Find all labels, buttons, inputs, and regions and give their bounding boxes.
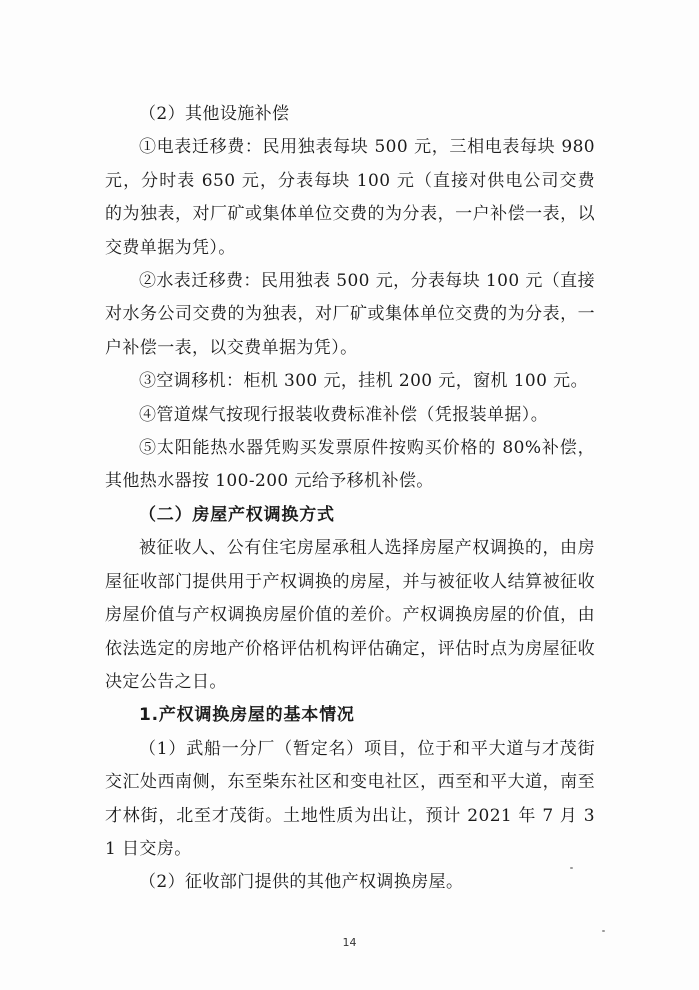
document-body — [105, 98, 595, 900]
paragraph-water-meter: ②水表迁移费：民用独表 500 元，分表每块 100 元（直接对水务公司交费的为独表，对厂矿或集体单位交费的为分表，一户补偿一表，以交费单据为凭）。 — [105, 271, 595, 358]
paragraph-gas-pipeline: ④管道煤气按现行报装收费标准补偿（凭报装单据）。 — [139, 404, 549, 425]
paragraph-electric-meter: ①电表迁移费：民用独表每块 500 元，三相电表每块 980 元，分时表 650 元，分表每块 100 元（直接对供电公司交费的为独表，对厂矿或集体单位交费的为分表，一户补偿一表，以交费单据为凭）。 — [105, 137, 595, 258]
subsection-heading-other-facilities: （2）其他设施补偿 — [139, 104, 290, 124]
page-number: 14 — [342, 936, 357, 949]
subsection-heading-basic-info: 1.产权调换房屋的基本情况 — [139, 705, 355, 726]
paragraph-water-heater: ⑤太阳能热水器凭购买发票原件按购买价格的 80%补偿，其他热水器按 100-200 元给予移机补偿。 — [105, 438, 595, 492]
paragraph-property-exchange-method: 被征收人、公有住宅房屋承租人选择房屋产权调换的，由房屋征收部门提供用于产权调换的房屋，并与被征收人结算被征收房屋价值与产权调换房屋价值的差价。产权调换房屋的价值，由依法选定的房地产价格评估机构评估确定，评估时点为房屋征收决定公告之日。 — [105, 538, 595, 692]
paragraph-wuchuan-project: （1）武船一分厂（暂定名）项目，位于和平大道与才茂街交汇处西南侧，东至柴东社区和变电社区，西至和平大道，南至才林街，北至才茂街。土地性质为出让，预计 2021 年 7 月 31 日交房。 — [105, 738, 595, 859]
scan-speck — [602, 930, 605, 932]
paragraph-other-exchange-houses: （2）征收部门提供的其他产权调换房屋。 — [139, 872, 464, 893]
section-heading-property-exchange: （二）房屋产权调换方式 — [139, 504, 335, 525]
scan-speck — [570, 867, 573, 869]
paragraph-air-conditioner: ③空调移机：柜机 300 元，挂机 200 元，窗机 100 元。 — [139, 371, 588, 392]
